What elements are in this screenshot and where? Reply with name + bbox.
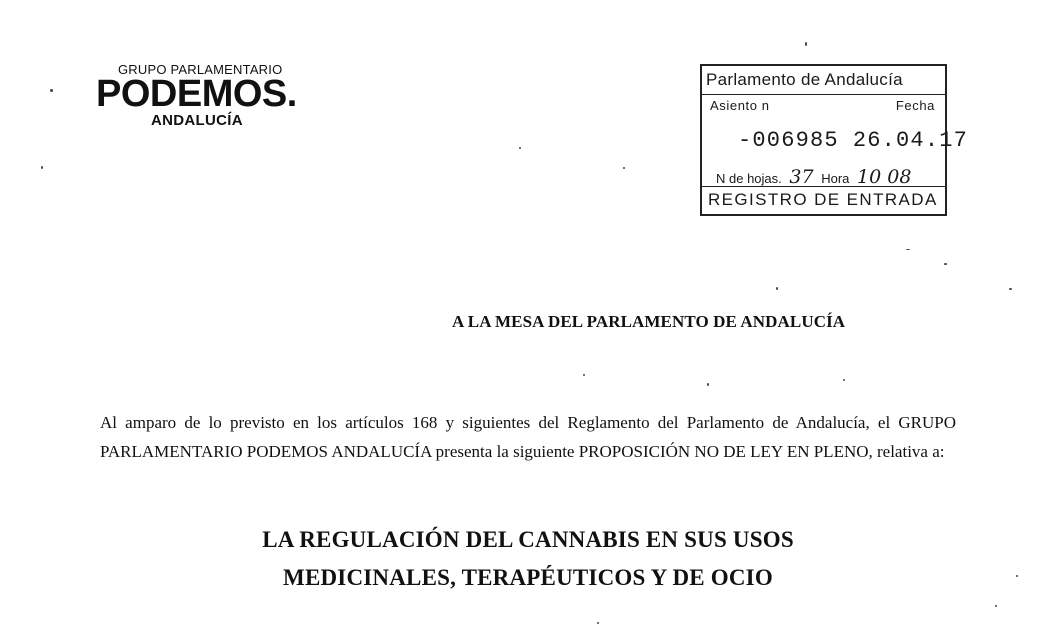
stamp-entry-date: 26.04.17 [852, 128, 969, 153]
stamp-labels-row [710, 98, 939, 113]
stamp-asiento-label: Asiento n [710, 98, 770, 113]
proposal-title-line-2: MEDICINALES, TERAPÉUTICOS Y DE OCIO [283, 565, 773, 590]
scan-speck [776, 287, 778, 290]
scan-speck [906, 249, 910, 250]
scan-speck [1009, 288, 1012, 290]
scan-speck [843, 379, 845, 381]
stamp-entry-row [738, 128, 968, 153]
body-paragraph: Al amparo de lo previsto en los artículos 168 y siguientes del Reglamento del Parlamento de Andalucía, el GRUPO PARLAMENTARIO PODEMOS ANDALUCÍA presenta la siguiente PROPOSICIÓN NO DE LEY EN PLENO, relativa a: [100, 413, 956, 461]
stamp-header: Parlamento de Andalucía [702, 66, 945, 95]
scan-speck [597, 622, 599, 624]
scan-speck [623, 167, 625, 169]
scan-speck [519, 147, 521, 149]
logo-region: ANDALUCÍA [151, 112, 243, 129]
stamp-hojas-label: N de hojas. [716, 171, 782, 186]
scan-speck [50, 89, 53, 92]
proposal-title [100, 521, 956, 597]
stamp-hojas-value: 37 [789, 166, 814, 188]
stamp-hora-label: Hora [821, 171, 850, 186]
stamp-entry-number: -006985 [738, 128, 839, 153]
scan-speck [1016, 575, 1018, 577]
scan-speck [944, 263, 947, 265]
logo-group-label: GRUPO PARLAMENTARIO [118, 62, 283, 77]
scan-speck [805, 42, 807, 46]
stamp-footer: REGISTRO DE ENTRADA [702, 186, 945, 214]
scan-speck [583, 374, 585, 376]
logo-party-name: PODEMOS. [96, 73, 297, 115]
proposal-title-line-1: LA REGULACIÓN DEL CANNABIS EN SUS USOS [262, 527, 794, 552]
stamp-fecha-label: Fecha [895, 98, 935, 113]
stamp-hora-value: 10 08 [857, 166, 912, 188]
registry-stamp [700, 64, 969, 216]
scan-speck [995, 605, 997, 607]
scan-speck [707, 383, 709, 386]
scan-speck [41, 166, 43, 169]
stamp-sheets-row [716, 166, 915, 188]
addressee-heading: A LA MESA DEL PARLAMENTO DE ANDALUCÍA [452, 312, 846, 331]
